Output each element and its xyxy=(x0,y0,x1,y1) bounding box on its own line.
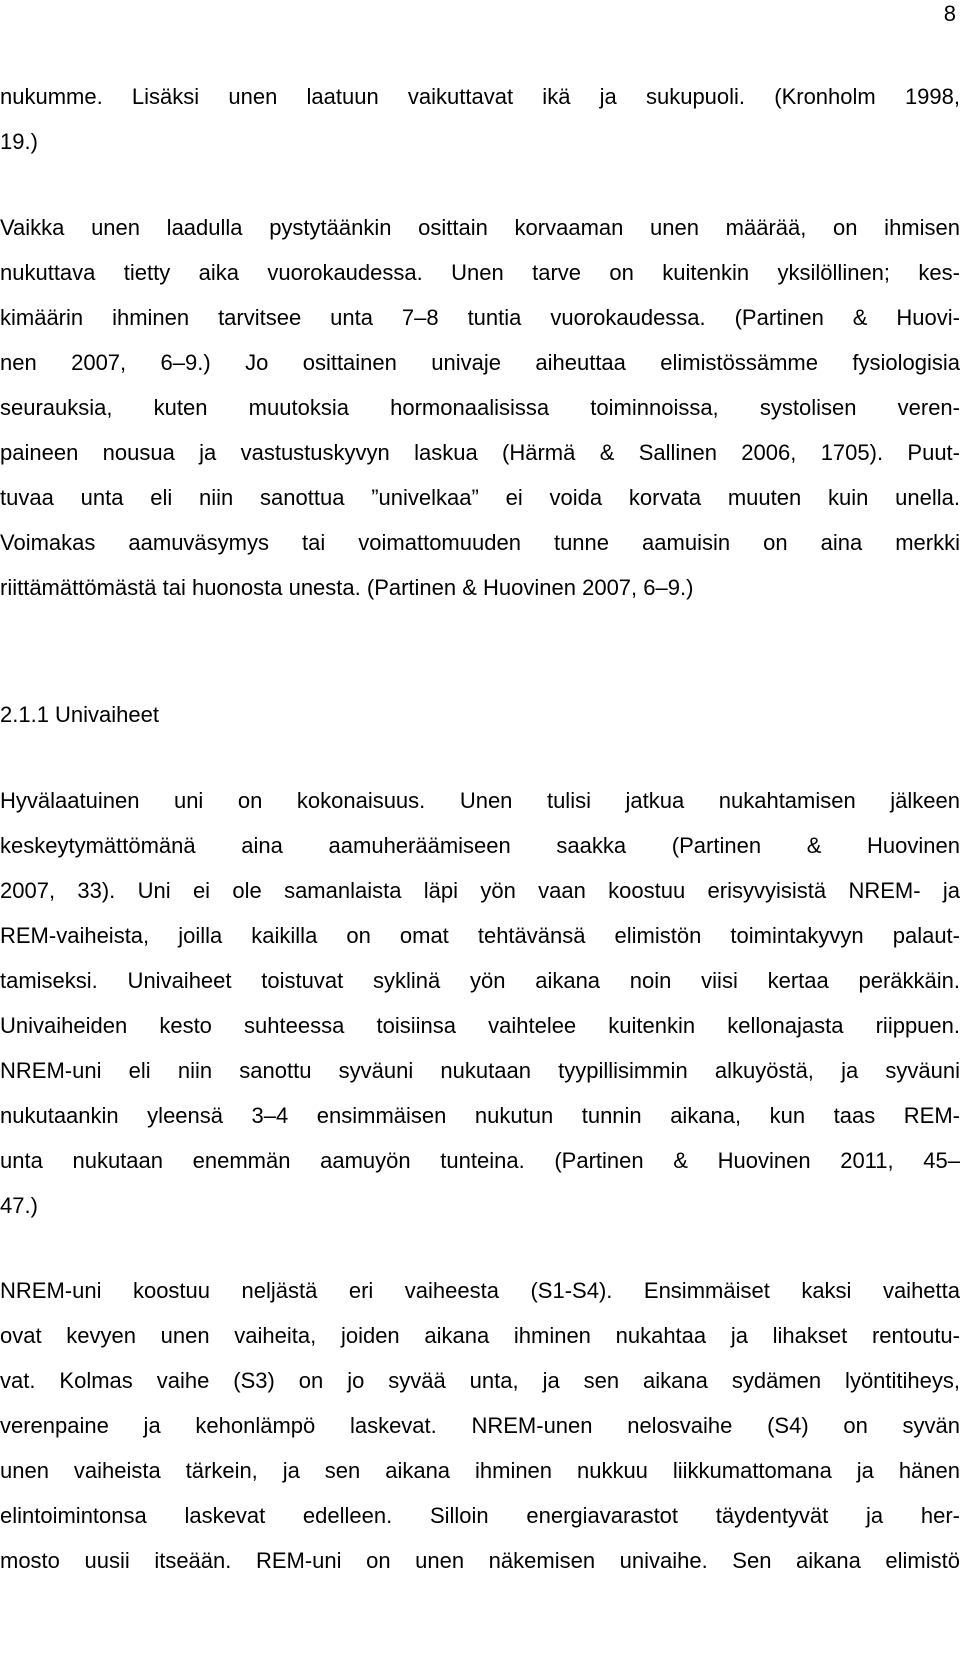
text-line: tamiseksi. Univaiheet toistuvat syklinä yön aikana noin viisi kertaa peräkkäin. xyxy=(0,968,960,993)
section-heading: 2.1.1 Univaiheet xyxy=(0,702,159,727)
text-line: 47.) xyxy=(0,1193,38,1218)
text-line: paineen nousua ja vastustuskyvyn laskua (Härmä & Sallinen 2006, 1705). Puut- xyxy=(0,440,960,465)
text-line: NREM-uni koostuu neljästä eri vaiheesta (S1-S4). Ensimmäiset kaksi vaihetta xyxy=(0,1278,960,1303)
text-line: ovat kevyen unen vaiheita, joiden aikana ihminen nukahtaa ja lihakset rentoutu- xyxy=(0,1323,960,1348)
text-line: keskeytymättömänä aina aamuheräämiseen saakka (Partinen & Huovinen xyxy=(0,833,960,858)
text-line: nukumme. Lisäksi unen laatuun vaikuttavat ikä ja sukupuoli. (Kronholm 1998, xyxy=(0,84,960,109)
text-line: Hyvälaatuinen uni on kokonaisuus. Unen tulisi jatkua nukahtamisen jälkeen xyxy=(0,788,960,813)
text-line: kimäärin ihminen tarvitsee unta 7–8 tuntia vuorokaudessa. (Partinen & Huovi- xyxy=(0,305,960,330)
text-line: vat. Kolmas vaihe (S3) on jo syvää unta, ja sen aikana sydämen lyöntitiheys, xyxy=(0,1368,960,1393)
text-line: verenpaine ja kehonlämpö laskevat. NREM-unen nelosvaihe (S4) on syvän xyxy=(0,1413,960,1438)
text-line: nukuttava tietty aika vuorokaudessa. Unen tarve on kuitenkin yksilöllinen; kes- xyxy=(0,260,960,285)
text-line: Univaiheiden kesto suhteessa toisiinsa vaihtelee kuitenkin kellonajasta riippuen. xyxy=(0,1013,960,1038)
text-line: seurauksia, kuten muutoksia hormonaalisissa toiminnoissa, systolisen veren- xyxy=(0,395,960,420)
text-line: unen vaiheista tärkein, ja sen aikana ihminen nukkuu liikkumattomana ja hänen xyxy=(0,1458,960,1483)
text-line: riittämättömästä tai huonosta unesta. (Partinen & Huovinen 2007, 6–9.) xyxy=(0,575,694,600)
text-line: 2007, 33). Uni ei ole samanlaista läpi yön vaan koostuu erisyvyisistä NREM- ja xyxy=(0,878,960,903)
text-line: 19.) xyxy=(0,129,38,154)
text-line: tuvaa unta eli niin sanottua ”univelkaa” ei voida korvata muuten kuin unella. xyxy=(0,485,960,510)
text-line: unta nukutaan enemmän aamuyön tunteina. (Partinen & Huovinen 2011, 45– xyxy=(0,1148,960,1173)
text-line: Vaikka unen laadulla pystytäänkin osittain korvaaman unen määrää, on ihmisen xyxy=(0,215,960,240)
text-line: nen 2007, 6–9.) Jo osittainen univaje aiheuttaa elimistössämme fysiologisia xyxy=(0,350,960,375)
text-line: REM-vaiheista, joilla kaikilla on omat tehtävänsä elimistön toimintakyvyn palaut- xyxy=(0,923,960,948)
text-line: mosto uusii itseään. REM-uni on unen näkemisen univaihe. Sen aikana elimistö xyxy=(0,1548,960,1573)
text-line: Voimakas aamuväsymys tai voimattomuuden tunne aamuisin on aina merkki xyxy=(0,530,960,555)
text-line: nukutaankin yleensä 3–4 ensimmäisen nukutun tunnin aikana, kun taas REM- xyxy=(0,1103,960,1128)
page-number: 8 xyxy=(943,1,956,26)
text-line: NREM-uni eli niin sanottu syväuni nukutaan tyypillisimmin alkuyöstä, ja syväuni xyxy=(0,1058,960,1083)
text-line: elintoimintonsa laskevat edelleen. Silloin energiavarastot täydentyvät ja her- xyxy=(0,1503,960,1528)
